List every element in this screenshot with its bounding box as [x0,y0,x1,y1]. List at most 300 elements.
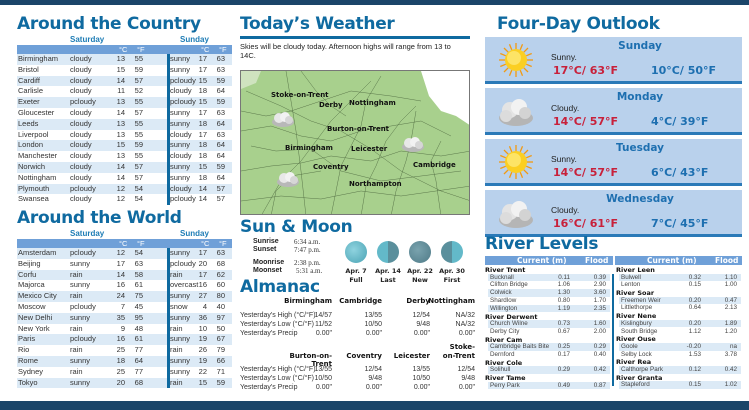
flood-level: 1.60 [593,320,606,327]
almanac-city-header: Nottingham [428,297,475,305]
table-row [17,140,232,151]
station-name: Bucknall [490,273,514,281]
table-row [17,108,232,119]
sat-temp-f: 54 [134,248,143,257]
sat-temp-f: 55 [134,54,143,63]
table-row [17,302,232,313]
outlook-high: 14°C/ 57°F [553,115,619,128]
river-group-name: River Derwent [485,312,538,321]
unit-header-bar [17,45,232,54]
sat-condition: pcloudy [70,248,96,257]
flood-level: 0.47 [724,296,737,304]
sat-condition: pcloudy [70,97,96,107]
sat-temp-f: 58 [134,269,143,279]
station-name: Freemen Weir [621,296,661,304]
city-name: Norwich [18,161,46,171]
cloud-icon [497,195,535,231]
sun-condition: sunny [170,161,191,171]
flood-level: 1.70 [593,296,606,304]
top-band [0,0,749,5]
sun-condition: sunny [170,248,191,257]
sun-temp-c: 20 [198,258,207,268]
sun-temp-c: 16 [198,280,207,290]
sun-condition: cloudy [170,151,192,161]
moon-first-quarter-icon [441,241,463,263]
forecast-description: Skies will be cloudy today. Afternoon highs will range from 13 to 14C. [240,42,451,60]
station-name: Dernford [490,350,515,358]
current-level: 0.25 [557,343,570,351]
almanac-value: 9/48 [368,375,382,382]
sat-temp-c: 17 [116,258,125,268]
sun-temp-f: 60 [216,280,225,290]
day1-label: Saturday [70,35,105,44]
moonset-value: 5:31 a.m. [296,267,323,275]
sun-temp-c: 18 [198,86,207,96]
station-name: Kislingbury [621,319,652,327]
around-the-country-section [17,14,232,205]
sun-condition: sunny [170,291,191,301]
city-name: Majorca [18,280,45,290]
sun-temp-f: 50 [216,323,225,333]
city-name: Nottingham [18,172,57,182]
outlook-title: Four-Day Outlook [497,14,660,34]
day-headers [17,229,232,239]
river-levels-title: River Levels [485,234,599,254]
sat-temp-f: 64 [134,355,143,365]
sat-condition: cloudy [70,161,92,171]
city-name: Plymouth [18,183,50,193]
sun-temp-c: 19 [198,334,207,344]
day-divider [167,54,170,205]
sun-condition: rain [170,269,183,279]
sun-temp-c: 36 [198,312,207,322]
unit-f: °F [137,239,145,248]
sat-temp-f: 55 [134,118,143,128]
city-name: Rome [18,355,39,365]
sun-condition: cloudy [170,86,192,96]
sun-temp-c: 14 [198,194,207,204]
outlook-low: 10°C/ 50°F [651,64,717,77]
sat-temp-f: 75 [134,291,143,301]
flood-level: 1.10 [724,273,737,281]
sun-condition: sunny [170,64,191,74]
river-column-divider [612,274,614,386]
sun-temp-f: 64 [216,118,225,128]
station-name: Church Wilne [490,320,528,327]
outlook-high: 16°C/ 61°F [553,217,619,230]
outlook-day: Wednesday [606,193,674,205]
todays-weather-section [240,14,474,60]
sat-condition: cloudy [70,172,92,182]
sun-condition: sunny [170,334,191,344]
sun-temp-c: 14 [198,183,207,193]
almanac-city-header: Derby [406,297,430,305]
sat-temp-f: 77 [134,366,143,376]
table-row [17,280,232,291]
unit-f: °F [219,239,227,248]
sunrise-label: Sunrise [253,238,279,245]
city-name: Moscow [18,301,46,311]
sun-condition: rain [170,377,183,387]
flood-level: 3.78 [724,350,737,358]
current-level: 0.49 [557,381,570,389]
river-group-name: River Nene [616,312,657,321]
almanac-city-header: Stoke- [449,343,475,351]
current-level: 1.12 [688,327,701,335]
sun-condition: pcloudy [170,194,196,204]
world-table [17,248,232,388]
col-flood: Flood [715,256,739,265]
sat-temp-c: 12 [116,248,125,257]
almanac-value: 11/52 [315,321,332,328]
sat-temp-f: 68 [134,377,143,387]
section-title: Around the Country [17,14,201,34]
river-header-left [485,256,613,265]
sat-temp-f: 77 [134,345,143,355]
flood-level: 1.20 [724,327,737,335]
almanac-value: 13/55 [412,366,430,373]
river-group-name: River Soar [616,289,655,298]
sat-temp-c: 14 [116,75,125,85]
outlook-card-sunday [485,37,742,84]
city-name: Bristol [18,64,39,74]
sun-condition: sunny [170,312,191,322]
sun-temp-f: 59 [216,97,225,107]
sunset-label: Sunset [253,246,277,253]
sun-temp-f: 59 [216,75,225,85]
sat-temp-c: 7 [120,301,125,311]
sat-temp-f: 57 [134,161,143,171]
sat-temp-f: 52 [134,86,143,96]
sat-condition: sunny [70,377,91,387]
current-level: 1.53 [688,350,701,358]
almanac-row-label: Yesterday's Precip [240,384,298,391]
current-level: 0.67 [557,327,570,335]
sun-temp-c: 18 [198,172,207,182]
sun-temp-f: 57 [216,194,225,204]
current-level: 0.32 [688,273,701,281]
outlook-card-tuesday [485,139,742,186]
outlook-condition: Sunny. [551,52,577,62]
map-label-northampton: Northampton [349,180,402,188]
sun-temp-f: 40 [216,301,225,311]
outlook-low: 4°C/ 39°F [651,115,709,128]
station-name: Stapleford [621,381,650,389]
river-station-row [488,320,610,328]
table-row [17,130,232,141]
river-station-row [488,281,610,289]
table-row [17,76,232,87]
city-name: Mexico City [18,291,57,301]
current-level: 0.73 [557,320,570,327]
cloud-icon [401,136,425,152]
sat-temp-c: 35 [116,312,125,322]
sat-temp-f: 57 [134,107,143,117]
sun-temp-f: 68 [216,258,225,268]
city-name: Beijing [18,258,41,268]
sat-condition: cloudy [70,75,92,85]
sun-condition: pcloudy [170,75,196,85]
moonset-label: Moonset [253,267,282,274]
current-level: 0.12 [688,365,701,373]
sun-temp-f: 64 [216,86,225,96]
city-name: Leeds [18,118,39,128]
city-name: Tokyo [18,377,38,387]
sun-temp-f: 71 [216,366,225,376]
sat-temp-c: 13 [116,54,125,63]
unit-f: °F [219,45,227,54]
unit-header-bar [17,239,232,248]
current-level: 0.15 [688,381,701,389]
sat-condition: rain [70,269,83,279]
river-group-name: River Trent [485,266,526,274]
almanac-value: 0.00" [458,384,475,391]
almanac-city-header: Cambridge [339,297,382,305]
sat-temp-c: 9 [120,323,125,333]
flood-level: 2.13 [724,304,737,312]
sun-temp-f: 63 [216,107,225,117]
map-label-stoke: Stoke-on-Trent [271,91,329,99]
sun-temp-f: 67 [216,334,225,344]
map-label-coventry: Coventry [313,163,349,171]
outlook-condition: Cloudy. [551,103,580,113]
moonrise-value: 2:38 p.m. [294,259,321,267]
river-station-row [619,366,741,374]
sat-temp-c: 12 [116,183,125,193]
sat-temp-c: 15 [116,64,125,74]
outlook-card-wednesday [485,190,742,237]
sat-temp-f: 54 [134,183,143,193]
sat-temp-c: 14 [116,172,125,182]
day-headers [17,35,232,45]
sat-temp-c: 20 [116,377,125,387]
river-header-right [615,256,742,265]
almanac-city-header: Birmingham [284,297,332,305]
flood-level: 2.90 [593,281,606,289]
sat-temp-c: 11 [117,86,125,96]
almanac-row-label: Yesterday's Precip [240,330,298,337]
river-group-name: River Granta [616,373,663,382]
almanac-value: 0.00" [413,330,430,337]
station-name: Solihull [490,366,511,374]
sun-temp-c: 17 [198,64,207,74]
city-name: Gloucester [18,107,55,117]
station-name: Bulwell [621,273,641,281]
col-current: Current (m) [647,256,697,265]
table-row [17,334,232,345]
sun-condition: sunny [170,366,191,376]
sat-temp-f: 59 [134,64,143,74]
flood-level: 1.02 [724,381,737,389]
city-name: London [18,140,44,150]
flood-level: 2.00 [593,327,606,335]
station-name: Selby Lock [621,350,652,358]
sat-temp-f: 48 [134,323,143,333]
current-level: 1.30 [557,289,570,297]
almanac-city-header: Coventry [346,352,382,360]
sun-temp-c: 26 [198,345,207,355]
station-name: Willington [490,304,518,312]
almanac-value: 0.00" [365,330,382,337]
sat-condition: pcloudy [70,183,96,193]
station-name: Perry Park [490,381,520,389]
city-name: New York [18,323,50,333]
sat-condition: sunny [70,280,91,290]
sun-temp-f: 59 [216,377,225,387]
table-row [17,313,232,324]
almanac-value: 13/55 [364,312,382,319]
sun-condition: cloudy [170,183,192,193]
sun-condition: sunny [170,118,191,128]
outlook-day: Monday [616,91,664,103]
moon-phase: Last [380,276,396,284]
moon-phase: New [412,276,428,284]
almanac-value: NA/32 [455,321,475,328]
outlook-high: 14°C/ 57°F [553,166,619,179]
almanac-value: 0.00" [413,384,430,391]
sun-icon [497,144,535,180]
sat-temp-f: 95 [134,312,143,322]
outlook-day: Tuesday [616,142,664,154]
almanac-city-header: Burton-on-Trent [289,352,332,368]
bottom-band [0,401,749,410]
regional-map[interactable] [240,70,470,215]
moon-date: Apr. 14 [375,267,401,275]
sun-temp-c: 27 [198,291,207,301]
flood-level: 0.87 [593,381,606,389]
moon-date: Apr. 30 [439,267,465,275]
cloud-icon [276,171,300,187]
sun-temp-f: 57 [216,183,225,193]
title-underline [240,36,470,39]
table-row [17,97,232,108]
river-station-row [488,305,610,313]
sat-temp-c: 12 [116,194,125,204]
sat-temp-c: 25 [116,345,125,355]
sat-condition: pcloudy [70,301,96,311]
table-row [17,162,232,173]
sunset-value: 7:47 p.m. [294,246,321,254]
flood-level: 2.35 [593,304,606,312]
city-name: Cardiff [18,75,40,85]
country-table [17,54,232,205]
unit-c: °C [119,45,128,54]
river-station-row [619,304,741,312]
cloud-icon [497,93,535,129]
sun-temp-f: 66 [216,355,225,365]
sun-temp-c: 15 [198,75,207,85]
outlook-condition: Cloudy. [551,205,580,215]
sat-temp-c: 14 [116,107,125,117]
almanac-row-label: Yesterday's High (°C/°F) [240,366,316,373]
sat-condition: sunny [70,258,91,268]
almanac-row-label: Yesterday's Low (°C/°F) [240,321,314,328]
sun-condition: sunny [170,355,191,365]
sun-condition: pcloudy [170,97,196,107]
river-station-row [488,351,610,359]
sun-temp-c: 17 [198,129,207,139]
almanac-value: 9/48 [416,321,430,328]
sat-temp-f: 54 [134,194,143,204]
sat-condition: cloudy [70,64,92,74]
station-name: Goole [621,342,638,350]
sun-temp-f: 79 [216,345,225,355]
river-station-row [488,328,610,336]
almanac-value: 12/54 [457,366,475,373]
outlook-day: Sunday [618,40,662,52]
moon-last-quarter-icon [377,241,399,263]
sun-temp-f: 97 [216,312,225,322]
sat-condition: rain [70,323,83,333]
sat-condition: rain [70,366,83,376]
sun-temp-c: 17 [198,269,207,279]
unit-f: °F [137,45,145,54]
sun-temp-c: 15 [198,377,207,387]
river-station-row [619,297,741,305]
sun-moon-title: Sun & Moon [240,217,353,237]
river-group-name: River Cam [485,335,523,344]
almanac-value: 9/48 [461,375,475,382]
sat-temp-f: 57 [134,75,143,85]
river-group-name: River Tame [485,374,526,382]
almanac-value: 12/54 [412,312,430,319]
sat-temp-f: 59 [134,140,143,150]
current-level: 0.80 [557,296,570,304]
sat-temp-f: 55 [134,129,143,139]
sat-condition: rain [70,345,83,355]
sat-temp-f: 61 [134,280,143,290]
table-row [17,86,232,97]
flood-level: 3.60 [593,289,606,297]
sun-condition: rain [170,323,183,333]
current-level: 0.20 [688,319,701,327]
table-row [17,151,232,162]
station-name: Clifton Bridge [490,281,528,289]
city-name: Amsterdam [18,248,57,257]
station-name: Littlethorpe [621,304,653,312]
sat-temp-c: 13 [116,97,125,107]
table-row [17,194,232,205]
almanac-value: 0.00" [315,330,332,337]
moon-phase: First [443,276,461,284]
outlook-high: 17°C/ 63°F [553,64,619,77]
current-level: -0.20 [686,342,701,350]
map-label-birmingham: Birmingham [285,144,333,152]
table-row [17,345,232,356]
moon-date: Apr. 22 [407,267,433,275]
sun-temp-f: 64 [216,151,225,161]
sat-condition: cloudy [70,194,92,204]
city-name: Exeter [18,97,40,107]
sun-temp-f: 64 [216,140,225,150]
outlook-condition: Sunny. [551,154,577,164]
river-station-row [619,281,741,289]
current-level: 0.29 [557,366,570,374]
current-level: 0.64 [688,304,701,312]
current-level: 0.17 [557,350,570,358]
river-station-row [488,289,610,297]
sun-condition: sunny [170,107,191,117]
cloud-icon [271,111,295,127]
section-title: Around the World [17,208,182,228]
river-station-row [619,274,741,282]
sun-temp-f: 63 [216,248,225,257]
river-group-name: River Ouse [616,335,656,344]
city-name: Liverpool [18,129,49,139]
sun-temp-c: 18 [198,118,207,128]
almanac-value: 10/50 [364,321,382,328]
sat-temp-f: 55 [134,97,143,107]
